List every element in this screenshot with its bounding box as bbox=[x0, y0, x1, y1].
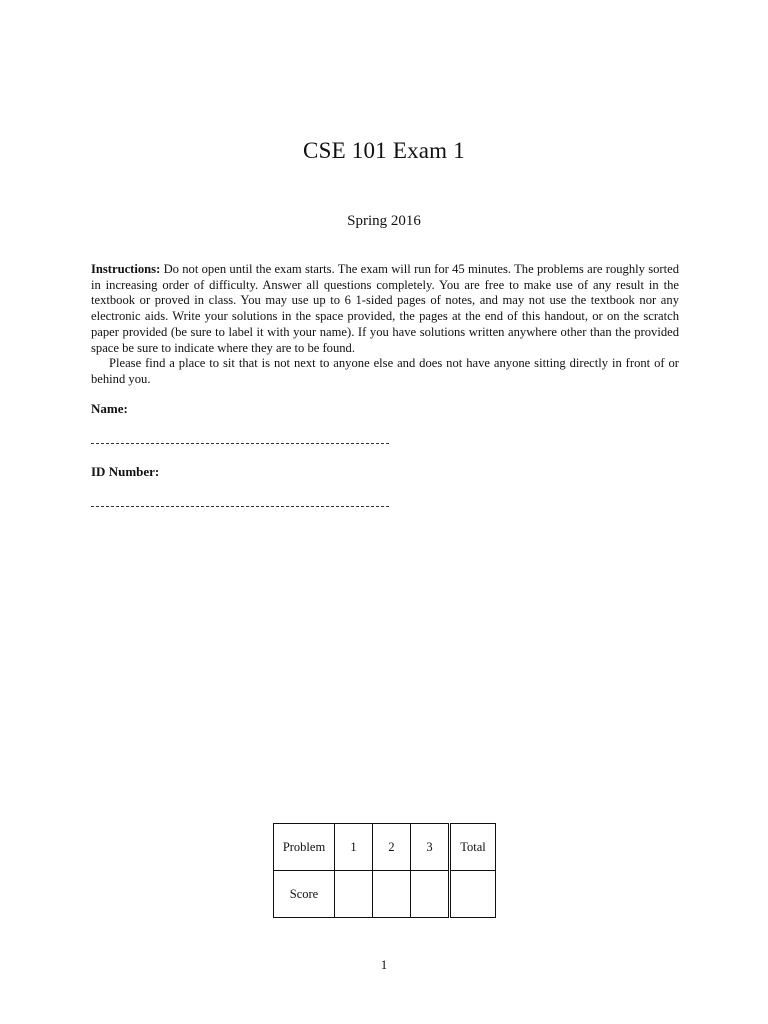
problem-3-header-cell: 3 bbox=[411, 824, 450, 871]
exam-term: Spring 2016 bbox=[347, 213, 421, 229]
score-label-cell: Score bbox=[274, 871, 335, 918]
seating-paragraph: Please find a place to sit that is not next to anyone else and does not have anyone sitting directly in front of or behind you. bbox=[91, 356, 679, 386]
page-number: 1 bbox=[380, 957, 388, 972]
score-table-header-row bbox=[274, 824, 496, 871]
problem-1-header-cell: 1 bbox=[335, 824, 373, 871]
id-number-field[interactable] bbox=[91, 506, 389, 507]
problem-header-cell: Problem bbox=[274, 824, 335, 871]
id-number-label: ID Number: bbox=[91, 464, 160, 479]
name-label: Name: bbox=[91, 401, 128, 416]
name-field[interactable] bbox=[91, 443, 389, 444]
problem-2-header-cell: 2 bbox=[373, 824, 411, 871]
instructions-label: Instructions: bbox=[91, 262, 161, 276]
total-header-cell: Total bbox=[450, 824, 496, 871]
problem-3-score-cell[interactable] bbox=[411, 871, 450, 918]
instructions-text: Do not open until the exam starts. The exam will run for 45 minutes. The problems are roughly sorted in increasing order of difficulty. Answer all questions completely. You are free to make use of any result in the textbook or proved in class. You may use up to 6 1-sided pages of notes, and may not use the textbook nor any electronic aids. Write your solutions in the space provided, the pages at the end of this handout, or on the scratch paper provided (be sure to label it with your name). If you have solutions written anywhere other than the provided space be sure to indicate where they are to be found. bbox=[91, 262, 679, 355]
total-score-cell[interactable] bbox=[450, 871, 496, 918]
instructions-block bbox=[91, 262, 679, 388]
problem-1-score-cell[interactable] bbox=[335, 871, 373, 918]
problem-2-score-cell[interactable] bbox=[373, 871, 411, 918]
instructions-paragraph bbox=[91, 262, 679, 356]
exam-title: CSE 101 Exam 1 bbox=[303, 138, 465, 163]
score-table-score-row bbox=[274, 871, 496, 918]
score-table bbox=[273, 823, 496, 918]
